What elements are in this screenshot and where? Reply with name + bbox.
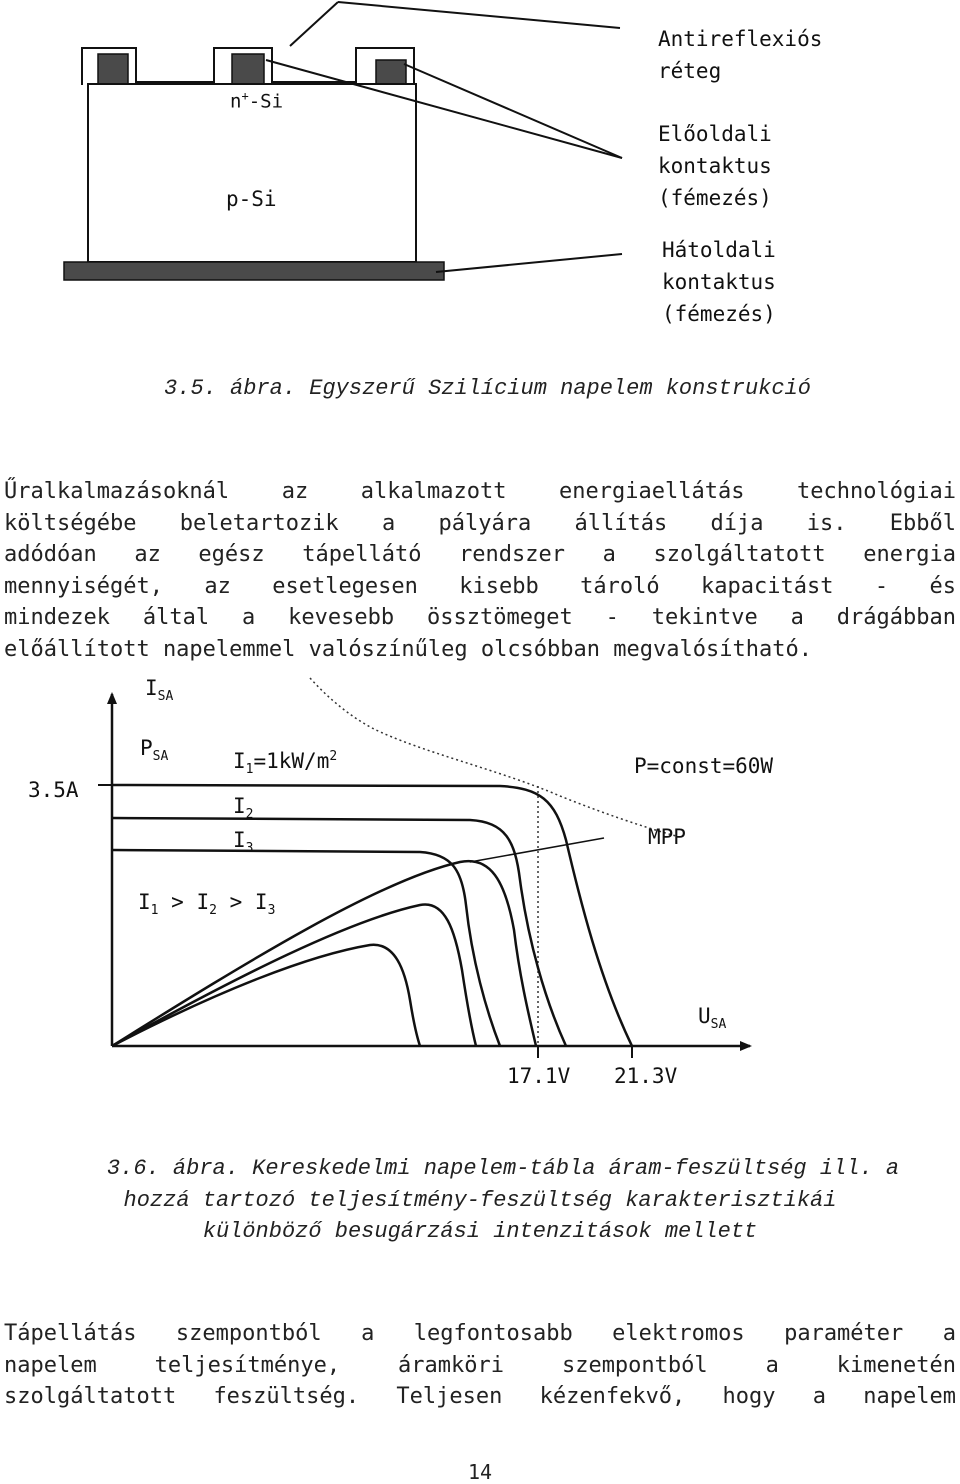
paragraph-2-line: Tápellátás szempontból a legfontosabb elektromos paraméter a: [4, 1321, 956, 1346]
leader-antireflex: [290, 2, 338, 46]
current-3-5a-label: 3.5A: [28, 778, 79, 802]
figure-3-6-caption: 3.6. ábra. Kereskedelmi napelem-tábla áram-feszültség ill. a hozzá tartozó teljesítmény-feszültség karakterisztikái különböző besugárzási intenzitások mellett: [106, 1156, 900, 1244]
pv-curve-i2: [112, 904, 476, 1046]
x-axis-label: $U_{SA}$: [698, 1004, 727, 1033]
leader-front-2: [404, 64, 622, 158]
back-contact: [64, 262, 444, 280]
paragraph-1-line: előállított napelemmel valószínűleg olcsóbban megvalósítható.: [4, 636, 812, 662]
irradiance-order-label: $I_1 > I_2 > I_3$: [138, 890, 276, 919]
paragraph-2: [4, 1318, 956, 1413]
pv-curve-i3: [112, 945, 420, 1046]
iv-characteristics-chart: [0, 660, 960, 1100]
irradiance-i3-label: $I_3$: [233, 828, 254, 857]
power-axis-label: $P_{SA}$: [140, 736, 169, 765]
mpp-label: MPP: [648, 825, 686, 849]
p-si-label: p-Si: [226, 187, 277, 211]
mpp-leader: [470, 838, 604, 862]
callout-back-contact: Hátoldali kontaktus (fémezés): [662, 238, 776, 326]
paragraph-1-line: mindezek által a kevesebb össztömeget - tekintve a drágábban: [4, 605, 956, 631]
constant-power-label: P=const=60W: [634, 754, 774, 778]
front-contact-middle: [232, 54, 264, 84]
leader-antireflex-2: [338, 2, 620, 28]
irradiance-i1-label: $I_1=1kW/m^2$: [233, 749, 338, 778]
voltage-17-1v-label: 17.1V: [507, 1064, 571, 1088]
irradiance-i2-label: $I_2$: [233, 794, 254, 823]
callout-front-contact: Előoldali kontaktus (fémezés): [658, 122, 772, 210]
leader-back: [436, 254, 622, 272]
paragraph-1-line: mennyiségét, az esetlegesen kisebb tároló kapacitást - és: [4, 573, 956, 599]
paragraph-2-line: napelem teljesítménye, áramköri szempontból a kimenetén: [4, 1352, 956, 1378]
callout-antireflex: Antireflexiós réteg: [658, 27, 823, 83]
voltage-21-3v-label: 21.3V: [614, 1064, 678, 1088]
figure-3-5-caption: 3.5. ábra. Egyszerű Szilícium napelem konstrukció: [164, 376, 811, 401]
paragraph-1-line: költségébe beletartozik a pályára állítás díja is. Ebből: [4, 510, 956, 536]
constant-power-curve: [310, 678, 676, 836]
paragraph-2-line: szolgáltatott feszültség. Teljesen kézenfekvő, hogy a napelem: [4, 1384, 956, 1410]
n-si-label: n+-Si: [230, 89, 284, 113]
paragraph-1: [4, 476, 956, 666]
paragraph-1-line: adódóan az egész tápellátó rendszer a szolgáltatott energia: [4, 542, 956, 568]
page-number: 14: [467, 1460, 493, 1484]
paragraph-1-line: Űralkalmazásoknál az alkalmazott energiaellátás technológiai: [4, 479, 956, 504]
y-axis-label: $I_{SA}$: [145, 676, 174, 705]
front-contact-left: [98, 54, 128, 84]
front-contact-right: [376, 60, 406, 84]
